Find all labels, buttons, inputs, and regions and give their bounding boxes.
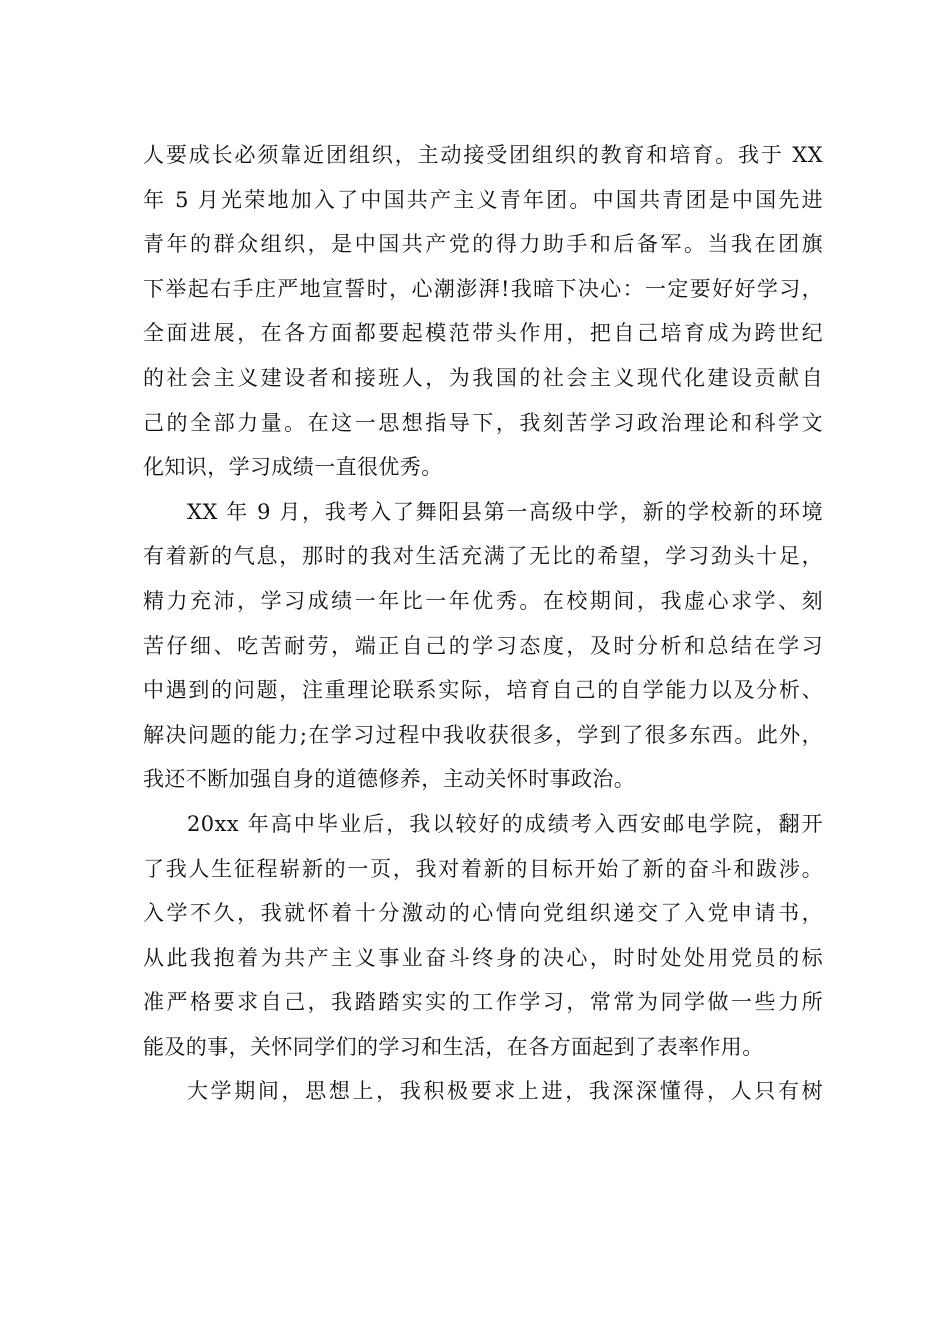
text-line: XX 年 9 月，我考入了舞阳县第一高级中学，新的学校新的环境 [187, 499, 823, 524]
text-line: 化知识，学习成绩一直很优秀。 [143, 455, 443, 480]
text-line: 己的全部力量。在这一思想指导下，我刻苦学习政治理论和科学文 [143, 410, 823, 435]
document-body [143, 133, 823, 1114]
text-line: 的社会主义建设者和接班人，为我国的社会主义现代化建设贡献自 [143, 365, 823, 390]
text-line: 有着新的气息，那时的我对生活充满了无比的希望，学习劲头十足， [143, 544, 823, 569]
text-line: 解决问题的能力;在学习过程中我收获很多，学到了很多东西。此外， [143, 722, 823, 747]
text-line: 中遇到的问题，注重理论联系实际，培育自己的自学能力以及分析、 [143, 678, 823, 703]
text-line: 全面进展，在各方面都要起模范带头作用，把自己培育成为跨世纪 [143, 321, 823, 346]
text-line: 苦仔细、吃苦耐劳，端正自己的学习态度，及时分析和总结在学习 [143, 633, 823, 658]
text-line: 我还不断加强自身的道德修养，主动关怀时事政治。 [143, 767, 636, 792]
text-line: 20xx 年高中毕业后，我以较好的成绩考入西安邮电学院，翻开 [187, 811, 823, 836]
text-line: 能及的事，关怀同学们的学习和生活，在各方面起到了表率作用。 [143, 1034, 764, 1059]
text-line: 了我人生征程崭新的一页，我对着新的目标开始了新的奋斗和跋涉。 [143, 856, 823, 881]
text-line: 下举起右手庄严地宣誓时，心潮澎湃!我暗下决心：一定要好好学习， [143, 276, 823, 301]
text-line: 年 5 月光荣地加入了中国共产主义青年团。中国共青团是中国先进 [143, 187, 823, 212]
text-line: 从此我抱着为共产主义事业奋斗终身的决心，时时处处用党员的标 [143, 945, 823, 970]
text-line: 准严格要求自己，我踏踏实实的工作学习，常常为同学做一些力所 [143, 990, 823, 1015]
text-line: 大学期间，思想上，我积极要求上进，我深深懂得，人只有树 [187, 1079, 823, 1104]
text-line: 人要成长必须靠近团组织，主动接受团组织的教育和培育。我于 XX [143, 143, 823, 167]
text-line: 入学不久，我就怀着十分激动的心情向党组织递交了入党申请书， [143, 901, 823, 926]
text-line: 青年的群众组织，是中国共产党的得力助手和后备军。当我在团旗 [143, 232, 823, 257]
text-line: 精力充沛，学习成绩一年比一年优秀。在校期间，我虚心求学、刻 [143, 588, 823, 613]
